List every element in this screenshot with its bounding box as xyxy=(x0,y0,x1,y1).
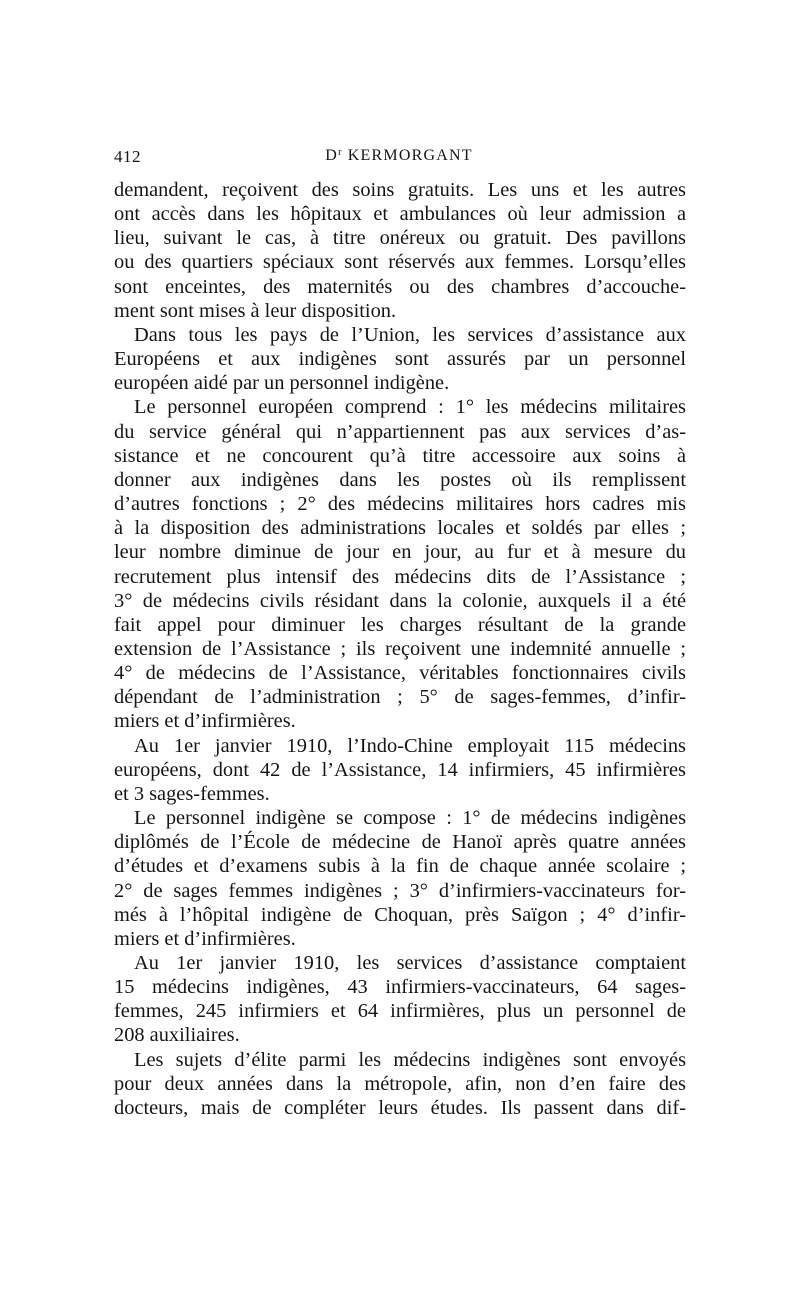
text-line: Au 1er janvier 1910, l’Indo-Chine employait 115 médecins xyxy=(134,734,686,757)
page-header xyxy=(114,147,684,169)
text-line: 15 médecins indigènes, 43 infirmiers-vaccinateurs, 64 sages- xyxy=(114,976,686,999)
text-line: docteurs, mais de compléter leurs études. Ils passent dans dif- xyxy=(114,1096,686,1119)
text-line: ment sont mises à leur disposition. xyxy=(114,299,397,322)
running-head xyxy=(114,147,684,165)
text-line: lieu, suivant le cas, à titre onéreux ou gratuit. Des pavillons xyxy=(114,227,686,250)
text-line: Le personnel européen comprend : 1° les médecins militaires xyxy=(134,396,686,419)
text-line: pour deux années dans la métropole, afin, non d’en faire des xyxy=(114,1072,686,1095)
text-line: femmes, 245 infirmiers et 64 infirmières, plus un personnel de xyxy=(114,1000,686,1023)
text-line: et 3 sages-femmes. xyxy=(114,782,270,805)
text-line: més à l’hôpital indigène de Choquan, près Saïgon ; 4° d’infir- xyxy=(114,903,686,926)
text-line: recrutement plus intensif des médecins dits de l’Assistance ; xyxy=(114,565,686,588)
text-line: sistance et ne concourent qu’à titre accessoire aux soins à xyxy=(114,444,686,467)
body-text xyxy=(114,178,686,1120)
text-line: à la disposition des administrations locales et soldés par elles ; xyxy=(114,517,686,540)
text-line: 4° de médecins de l’Assistance, véritables fonctionnaires civils xyxy=(114,662,686,685)
text-line: dépendant de l’administration ; 5° de sages-femmes, d’infir- xyxy=(114,686,686,709)
text-line: demandent, reçoivent des soins gratuits. Les uns et les autres xyxy=(114,179,686,201)
text-line: Dans tous les pays de l’Union, les services d’assistance aux xyxy=(134,323,686,346)
text-line: d’autres fonctions ; 2° des médecins militaires hors cadres mis xyxy=(114,493,686,516)
text-line: miers et d’infirmières. xyxy=(114,927,296,950)
text-line: 208 auxiliaires. xyxy=(114,1024,240,1047)
text-line: du service général qui n’appartiennent pas aux services d’as- xyxy=(114,420,686,443)
text-line: 2° de sages femmes indigènes ; 3° d’infirmiers-vaccinateurs for- xyxy=(114,879,686,902)
author-prefix: D xyxy=(325,147,339,164)
text-line: 3° de médecins civils résidant dans la colonie, auxquels il a été xyxy=(114,589,686,612)
author-name: KERMORGANT xyxy=(342,147,473,164)
text-line: Le personnel indigène se compose : 1° de médecins indigènes xyxy=(134,807,686,830)
text-line: Les sujets d’élite parmi les médecins indigènes sont envoyés xyxy=(134,1048,686,1071)
text-line: ont accès dans les hôpitaux et ambulances où leur admission a xyxy=(114,203,686,226)
text-line: Européens et aux indigènes sont assurés par un personnel xyxy=(114,348,686,371)
text-line: européens, dont 42 de l’Assistance, 14 infirmiers, 45 infirmières xyxy=(114,758,686,781)
text-line: fait appel pour diminuer les charges résultant de la grande xyxy=(114,613,686,636)
page-number: 412 xyxy=(114,147,141,166)
text-line: extension de l’Assistance ; ils reçoivent une indemnité annuelle ; xyxy=(114,637,686,660)
text-line: leur nombre diminue de jour en jour, au fur et à mesure du xyxy=(114,541,686,564)
text-line: diplômés de l’École de médecine de Hanoï après quatre années xyxy=(114,831,686,854)
text-line: d’études et d’examens subis à la fin de chaque année scolaire ; xyxy=(114,855,686,878)
text-line: donner aux indigènes dans les postes où ils remplissent xyxy=(114,468,686,491)
text-line: sont enceintes, des maternités ou des chambres d’accouche- xyxy=(114,275,686,298)
text-line: ou des quartiers spéciaux sont réservés aux femmes. Lorsqu’elles xyxy=(114,251,686,274)
text-line: miers et d’infirmières. xyxy=(114,710,296,733)
author-sup: r xyxy=(338,147,343,158)
text-line: Au 1er janvier 1910, les services d’assistance comptaient xyxy=(134,952,686,974)
text-line: européen aidé par un personnel indigène. xyxy=(114,372,450,395)
